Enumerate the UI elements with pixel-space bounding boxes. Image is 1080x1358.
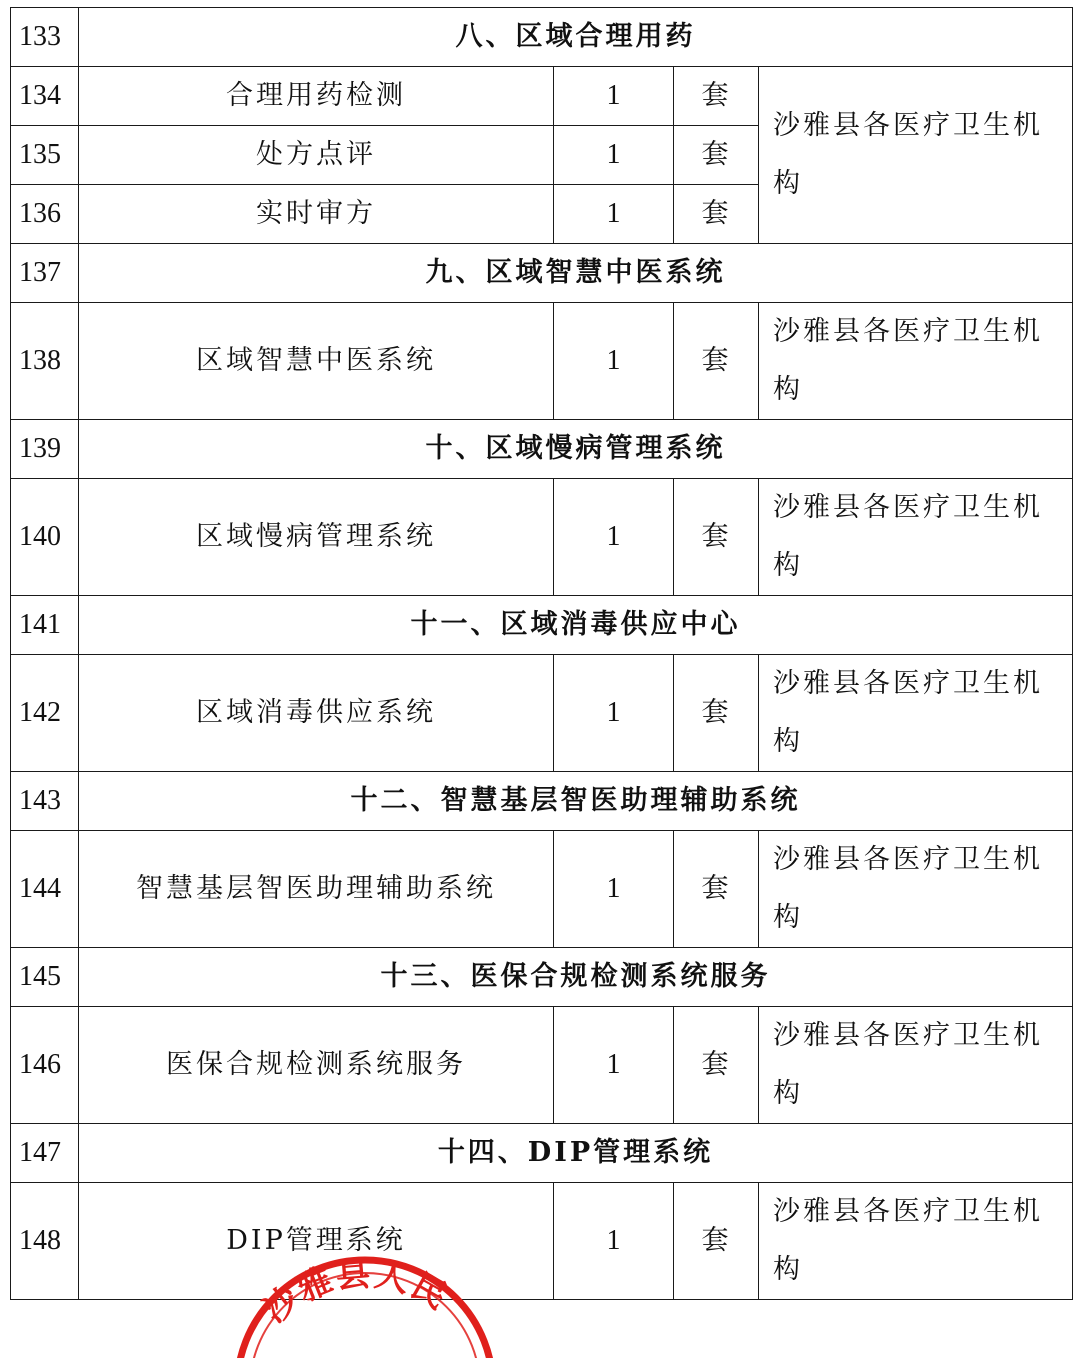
row-number: 146 [11, 1007, 79, 1124]
item-quantity: 1 [554, 1183, 674, 1300]
section-row [11, 420, 1073, 479]
row-number: 133 [11, 8, 79, 67]
item-location: 沙雅县各医疗卫生机构 [759, 67, 1073, 244]
section-row [11, 244, 1073, 303]
section-row [11, 596, 1073, 655]
item-row [11, 831, 1073, 948]
item-unit: 套 [674, 655, 759, 772]
item-name: DIP管理系统 [79, 1183, 554, 1300]
row-number: 145 [11, 948, 79, 1007]
section-title: 九、区域智慧中医系统 [79, 244, 1073, 303]
item-unit: 套 [674, 1183, 759, 1300]
item-name: 区域智慧中医系统 [79, 303, 554, 420]
row-number: 141 [11, 596, 79, 655]
row-number: 134 [11, 67, 79, 126]
row-number: 136 [11, 185, 79, 244]
item-name: 医保合规检测系统服务 [79, 1007, 554, 1124]
row-number: 142 [11, 655, 79, 772]
section-row [11, 8, 1073, 67]
item-location: 沙雅县各医疗卫生机构 [759, 1183, 1073, 1300]
item-row [11, 479, 1073, 596]
item-row [11, 303, 1073, 420]
row-number: 137 [11, 244, 79, 303]
row-number: 144 [11, 831, 79, 948]
item-unit: 套 [674, 303, 759, 420]
item-unit: 套 [674, 67, 759, 126]
procurement-table [10, 7, 1073, 1300]
item-unit: 套 [674, 185, 759, 244]
row-number: 143 [11, 772, 79, 831]
row-number: 138 [11, 303, 79, 420]
item-quantity: 1 [554, 126, 674, 185]
section-title: 十一、区域消毒供应中心 [79, 596, 1073, 655]
section-title: 十二、智慧基层智医助理辅助系统 [79, 772, 1073, 831]
item-quantity: 1 [554, 1007, 674, 1124]
item-quantity: 1 [554, 67, 674, 126]
section-row [11, 948, 1073, 1007]
item-name: 区域消毒供应系统 [79, 655, 554, 772]
item-row [11, 1007, 1073, 1124]
row-number: 147 [11, 1124, 79, 1183]
item-unit: 套 [674, 126, 759, 185]
row-number: 135 [11, 126, 79, 185]
section-row [11, 1124, 1073, 1183]
row-number: 139 [11, 420, 79, 479]
item-location: 沙雅县各医疗卫生机构 [759, 831, 1073, 948]
section-title: 十四、DIP管理系统 [79, 1124, 1073, 1183]
section-title: 十三、医保合规检测系统服务 [79, 948, 1073, 1007]
section-title: 八、区域合理用药 [79, 8, 1073, 67]
item-quantity: 1 [554, 185, 674, 244]
item-unit: 套 [674, 479, 759, 596]
item-quantity: 1 [554, 655, 674, 772]
item-location: 沙雅县各医疗卫生机构 [759, 479, 1073, 596]
item-unit: 套 [674, 1007, 759, 1124]
seal-text: 沙雅县人民 [255, 1253, 456, 1332]
section-title: 十、区域慢病管理系统 [79, 420, 1073, 479]
item-row [11, 67, 1073, 126]
item-location: 沙雅县各医疗卫生机构 [759, 303, 1073, 420]
row-number: 148 [11, 1183, 79, 1300]
item-location: 沙雅县各医疗卫生机构 [759, 1007, 1073, 1124]
item-quantity: 1 [554, 479, 674, 596]
item-row [11, 655, 1073, 772]
item-name: 处方点评 [79, 126, 554, 185]
item-location: 沙雅县各医疗卫生机构 [759, 655, 1073, 772]
section-row [11, 772, 1073, 831]
item-quantity: 1 [554, 831, 674, 948]
item-unit: 套 [674, 831, 759, 948]
item-name: 区域慢病管理系统 [79, 479, 554, 596]
item-quantity: 1 [554, 303, 674, 420]
item-name: 实时审方 [79, 185, 554, 244]
item-name: 智慧基层智医助理辅助系统 [79, 831, 554, 948]
item-name: 合理用药检测 [79, 67, 554, 126]
row-number: 140 [11, 479, 79, 596]
item-row [11, 1183, 1073, 1300]
